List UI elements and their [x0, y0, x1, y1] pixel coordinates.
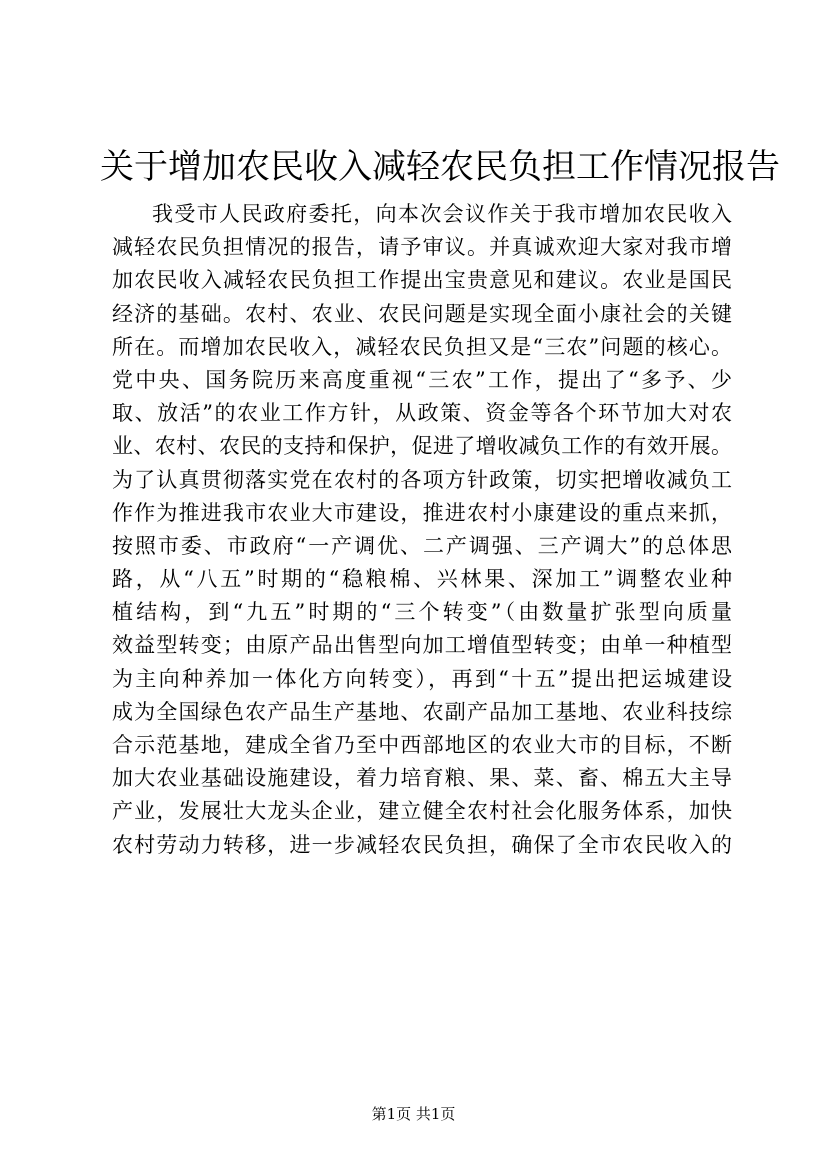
body-line: 按照市委、市政府“一产调优、二产调强、三产调大”的总体思	[112, 533, 732, 558]
body-line: 农村劳动力转移，进一步减轻农民负担，确保了全市农民收入的	[112, 832, 732, 857]
body-line: 植结构，到“九五”时期的“三个转变”（由数量扩张型向质量	[112, 600, 732, 625]
body-line: 加大农业基础设施建设，着力培育粮、果、菜、畜、棉五大主导	[112, 766, 732, 791]
body-line: 效益型转变；由原产品出售型向加工增值型转变；由单一种植型	[112, 633, 732, 658]
document-body	[112, 198, 732, 862]
body-line: 减轻农民负担情况的报告，请予审议。并真诚欢迎大家对我市增	[112, 235, 732, 260]
body-line: 作作为推进我市农业大市建设，推进农村小康建设的重点来抓，	[112, 500, 732, 525]
body-line: 所在。而增加农民收入，减轻农民负担又是“三农”问题的核心。	[112, 334, 732, 359]
body-line: 经济的基础。农村、农业、农民问题是实现全面小康社会的关键	[112, 301, 732, 326]
body-line: 我受市人民政府委托，向本次会议作关于我市增加农民收入	[152, 202, 732, 226]
body-line: 产业，发展壮大龙头企业，建立健全农村社会化服务体系，加快	[112, 799, 732, 824]
body-line: 取、放活”的农业工作方针，从政策、资金等各个环节加大对农	[112, 401, 732, 426]
body-line: 为主向种养加一体化方向转变），再到“十五”提出把运城建设	[112, 666, 732, 691]
page-footer: 第1页 共1页	[371, 1105, 456, 1123]
body-line: 为了认真贯彻落实党在农村的各项方针政策，切实把增收减负工	[112, 467, 732, 492]
body-line: 路，从“八五”时期的“稳粮棉、兴林果、深加工”调整农业种	[112, 567, 732, 592]
body-line: 业、农村、农民的支持和保护，促进了增收减负工作的有效开展。	[112, 434, 732, 459]
body-line: 党中央、国务院历来高度重视“三农”工作，提出了“多予、少	[112, 367, 732, 392]
body-line: 加农民收入减轻农民负担工作提出宝贵意见和建议。农业是国民	[112, 268, 732, 293]
body-line: 成为全国绿色农产品生产基地、农副产品加工基地、农业科技综	[112, 699, 732, 724]
document-title: 关于增加农民收入减轻农民负担工作情况报告	[100, 147, 780, 187]
body-line: 合示范基地，建成全省乃至中西部地区的农业大市的目标，不断	[112, 733, 732, 757]
